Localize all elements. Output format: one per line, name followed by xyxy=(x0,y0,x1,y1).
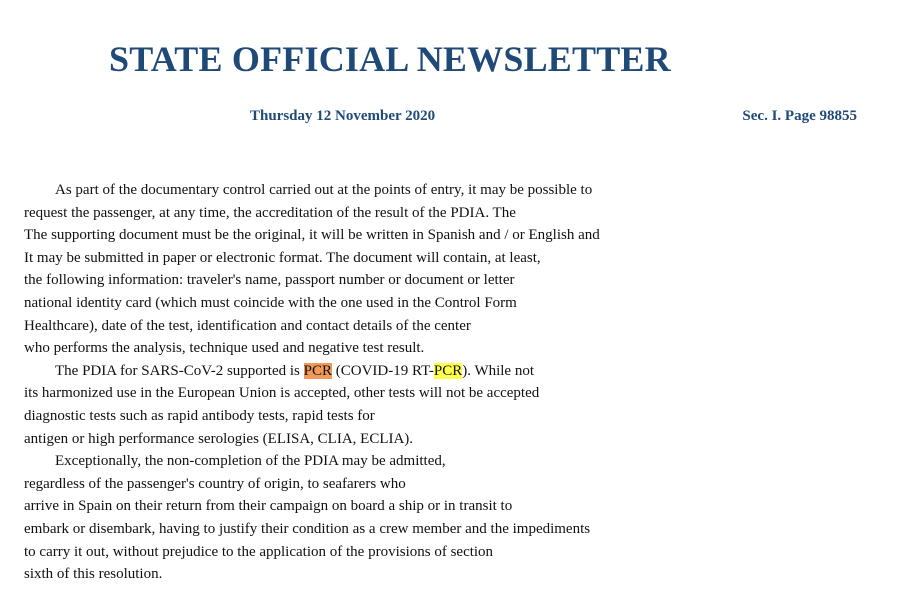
text-line: As part of the documentary control carried out at the points of entry, it may be possible to xyxy=(55,182,593,198)
text-line: The supporting document must be the original, it will be written in Spanish and / or English and xyxy=(24,227,600,244)
text-line: national identity card (which must coincide with the one used in the Control Form xyxy=(24,294,517,311)
text-line: embark or disembark, having to justify their condition as a crew member and the impediments xyxy=(24,520,591,537)
text-segment: The PDIA for SARS-CoV-2 supported is xyxy=(55,362,304,379)
text-line: the following information: traveler's name, passport number or document or letter xyxy=(24,272,515,289)
highlight-pcr-yellow: PCR xyxy=(433,362,463,379)
text-line: sixth of this resolution. xyxy=(24,566,163,583)
text-line: Exceptionally, the non-completion of the PDIA may be admitted, xyxy=(55,453,446,470)
text-line: to carry it out, without prejudice to the application of the provisions of section xyxy=(24,543,494,560)
highlight-pcr-orange: PCR xyxy=(303,362,332,379)
section-page-number: Sec. I. Page 98855 xyxy=(742,108,857,124)
text-line: regardless of the passenger's country of origin, to seafarers who xyxy=(24,475,406,492)
document-body xyxy=(24,179,684,586)
text-line: its harmonized use in the European Union is accepted, other tests will not be accepted xyxy=(24,385,540,402)
newsletter-title: STATE OFFICIAL NEWSLETTER xyxy=(109,39,671,79)
text-line: diagnostic tests such as rapid antibody tests, rapid tests for xyxy=(24,407,375,424)
text-line: who performs the analysis, technique used and negative test result. xyxy=(24,340,425,357)
publication-date: Thursday 12 November 2020 xyxy=(250,108,436,124)
text-line-with-highlights xyxy=(24,360,684,383)
text-segment: ). While not xyxy=(462,362,535,379)
text-line: It may be submitted in paper or electronic format. The document will contain, at least, xyxy=(24,249,541,266)
text-line: antigen or high performance serologies (ELISA, CLIA, ECLIA). xyxy=(24,430,414,447)
text-line: arrive in Spain on their return from their campaign on board a ship or in transit to xyxy=(24,498,513,515)
text-line: request the passenger, at any time, the accreditation of the result of the PDIA. The xyxy=(24,204,516,221)
text-segment: (COVID-19 RT- xyxy=(331,362,434,379)
text-line: Healthcare), date of the test, identification and contact details of the center xyxy=(24,317,471,334)
